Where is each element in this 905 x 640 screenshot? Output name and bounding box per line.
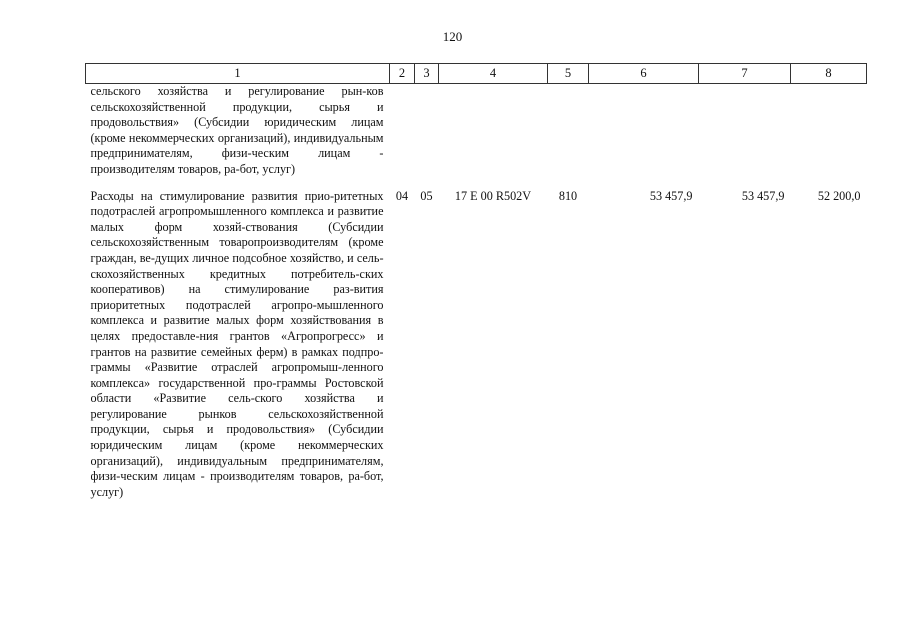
table-row bbox=[86, 84, 867, 184]
row-expense-type bbox=[548, 84, 589, 184]
row-description: сельского хозяйства и регулирование рын-ков сельскохозяйственной продукции, сырья и продовольствия» (Субсидии юридическим лицам (кроме некоммерческих организаций), индивидуальным предпринимателям, физи-ческим лицам - производителям товаров, ра-бот, услуг) bbox=[90, 84, 384, 176]
header-col-3: 3 bbox=[415, 64, 439, 84]
row-amount-1: 53 457,9 bbox=[649, 188, 693, 203]
header-col-5: 5 bbox=[548, 64, 589, 84]
row-amount-2: 53 457,9 bbox=[741, 188, 785, 203]
header-col-8: 8 bbox=[791, 64, 867, 84]
header-col-2: 2 bbox=[390, 64, 415, 84]
row-target-article: 17 Е 00 R502V bbox=[454, 188, 532, 203]
row-section: 04 bbox=[395, 188, 409, 203]
header-col-4: 4 bbox=[439, 64, 548, 84]
table-row bbox=[86, 184, 867, 501]
row-target-article bbox=[439, 84, 548, 184]
row-subsection bbox=[415, 84, 439, 184]
row-description: Расходы на стимулирование развития прио-ритетных подотраслей агропромышленного комплекса и развитие малых форм хозяй-ствования (Субсидии сельскохозяйственным товаропроизводителям (кроме граждан, ве-дущих личное подсобное хозяйство, и сель-скохозяйственных кредитных потребитель-ских кооперативов) на стимулирование раз-вития приоритетных подотраслей агропро-мышленного комплекса и развитие малых форм хозяйствования в целях предоставле-ния грантов «Агропрогресс» и грантов на развитие семейных ферм) в рамках подпро-граммы «Развитие отраслей агропромыш-ленного комплекса» государственной про-граммы Ростовской области «Развитие сель-ского хозяйства и регулирование рынков сельскохозяйственной продукции, сырья и продовольствия» (Субсидии юридическим лицам (кроме некоммерческих организаций), индивидуальным предпринимателям, физи-ческим лицам - производителям товаров, ра-бот, услуг) bbox=[90, 188, 384, 499]
row-amount-2 bbox=[699, 84, 791, 184]
header-col-7: 7 bbox=[699, 64, 791, 84]
budget-table bbox=[85, 63, 867, 500]
row-amount-3 bbox=[791, 84, 867, 184]
table-header-row bbox=[86, 64, 867, 84]
header-col-1: 1 bbox=[86, 64, 390, 84]
row-section bbox=[390, 84, 415, 184]
header-col-6: 6 bbox=[589, 64, 699, 84]
page-number: 120 bbox=[442, 29, 463, 44]
row-amount-1 bbox=[589, 84, 699, 184]
row-subsection: 05 bbox=[420, 188, 433, 203]
row-amount-3: 52 200,0 bbox=[817, 188, 861, 203]
row-expense-type: 810 bbox=[558, 188, 578, 203]
